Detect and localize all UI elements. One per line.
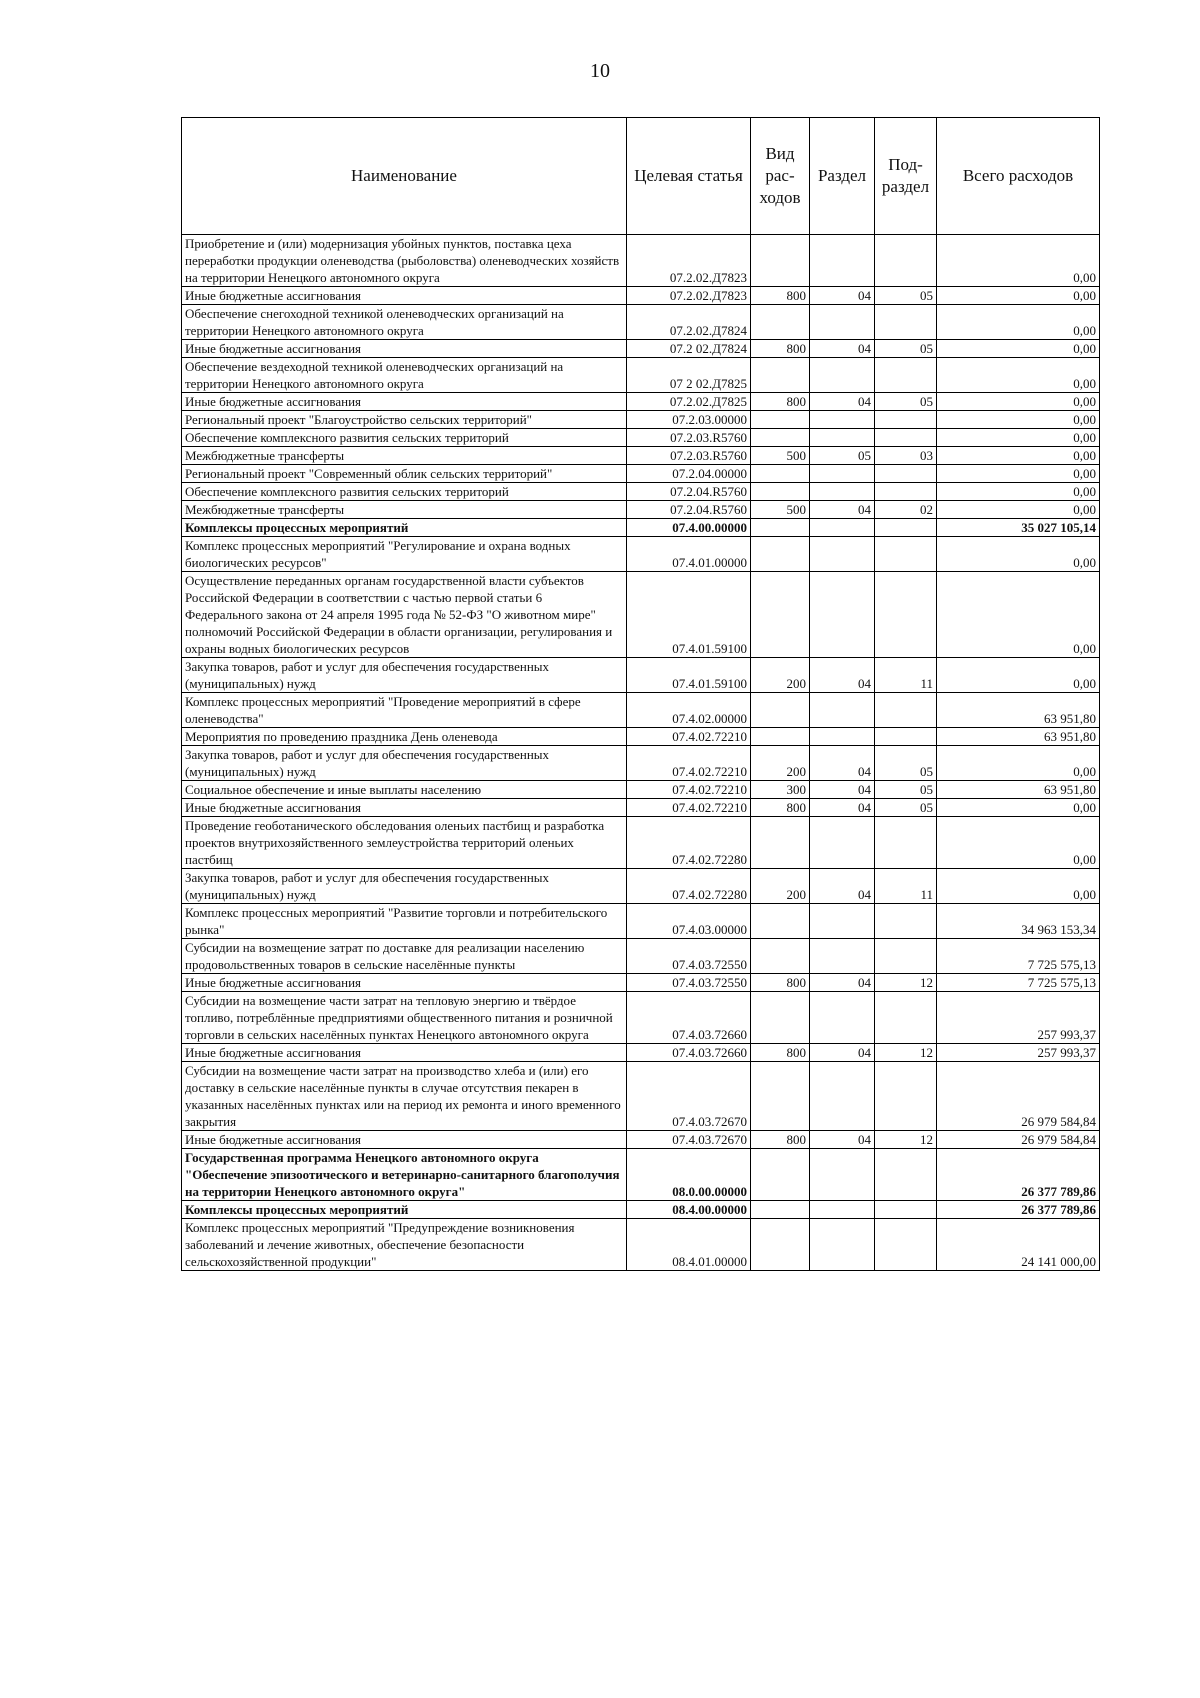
header-target-article: Целевая статья bbox=[627, 118, 751, 235]
table-row bbox=[182, 393, 1100, 411]
cell-subsection: 05 bbox=[875, 799, 937, 817]
cell-subsection bbox=[875, 1149, 937, 1201]
cell-total: 26 979 584,84 bbox=[937, 1131, 1100, 1149]
cell-expense-type: 200 bbox=[751, 746, 810, 781]
table-row bbox=[182, 728, 1100, 746]
cell-subsection bbox=[875, 358, 937, 393]
cell-name: Региональный проект "Благоустройство сельских территорий" bbox=[182, 411, 627, 429]
table-row bbox=[182, 483, 1100, 501]
cell-section: 04 bbox=[810, 340, 875, 358]
table-row bbox=[182, 287, 1100, 305]
cell-total: 0,00 bbox=[937, 572, 1100, 658]
cell-section bbox=[810, 537, 875, 572]
cell-subsection bbox=[875, 519, 937, 537]
cell-section bbox=[810, 411, 875, 429]
cell-total: 0,00 bbox=[937, 483, 1100, 501]
cell-target-article: 07.4.02.72210 bbox=[627, 781, 751, 799]
cell-name: Региональный проект "Современный облик сельских территорий" bbox=[182, 465, 627, 483]
cell-subsection bbox=[875, 235, 937, 287]
cell-name: Иные бюджетные ассигнования bbox=[182, 799, 627, 817]
cell-target-article: 07.4.03.72550 bbox=[627, 939, 751, 974]
cell-total: 0,00 bbox=[937, 340, 1100, 358]
cell-target-article: 07.4.03.72660 bbox=[627, 1044, 751, 1062]
cell-target-article: 07.4.03.72660 bbox=[627, 992, 751, 1044]
cell-subsection bbox=[875, 992, 937, 1044]
cell-section: 04 bbox=[810, 869, 875, 904]
cell-target-article: 08.4.00.00000 bbox=[627, 1201, 751, 1219]
cell-section: 04 bbox=[810, 658, 875, 693]
cell-expense-type bbox=[751, 429, 810, 447]
table-row bbox=[182, 340, 1100, 358]
cell-target-article: 07.2.02.Д7823 bbox=[627, 287, 751, 305]
cell-name: Осуществление переданных органам государственной власти субъектов Российской Федерации в соответствии с частью первой статьи 6 Федерального закона от 24 апреля 1995 года № 52-ФЗ "О животном мире" полномочий Российской Федерации в области организации, регулирования и охраны водных биологических ресурсов bbox=[182, 572, 627, 658]
cell-subsection bbox=[875, 305, 937, 340]
cell-target-article: 07.4.01.59100 bbox=[627, 572, 751, 658]
cell-expense-type bbox=[751, 358, 810, 393]
cell-subsection bbox=[875, 904, 937, 939]
header-name: Наименование bbox=[182, 118, 627, 235]
cell-total: 63 951,80 bbox=[937, 728, 1100, 746]
header-section: Раздел bbox=[810, 118, 875, 235]
cell-total: 0,00 bbox=[937, 658, 1100, 693]
cell-total: 0,00 bbox=[937, 501, 1100, 519]
table-row bbox=[182, 939, 1100, 974]
cell-expense-type bbox=[751, 1219, 810, 1271]
cell-subsection bbox=[875, 465, 937, 483]
cell-total: 0,00 bbox=[937, 358, 1100, 393]
cell-section bbox=[810, 358, 875, 393]
cell-target-article: 07.2.03.R5760 bbox=[627, 429, 751, 447]
cell-target-article: 07.2.04.R5760 bbox=[627, 501, 751, 519]
cell-subsection bbox=[875, 429, 937, 447]
cell-section bbox=[810, 904, 875, 939]
cell-target-article: 07.2.03.R5760 bbox=[627, 447, 751, 465]
cell-total: 0,00 bbox=[937, 799, 1100, 817]
cell-expense-type: 500 bbox=[751, 501, 810, 519]
cell-subsection bbox=[875, 1219, 937, 1271]
cell-section bbox=[810, 939, 875, 974]
cell-total: 0,00 bbox=[937, 411, 1100, 429]
header-total: Всего расходов bbox=[937, 118, 1100, 235]
cell-target-article: 08.4.01.00000 bbox=[627, 1219, 751, 1271]
cell-name: Субсидии на возмещение затрат по доставке для реализации населению продовольственных товаров в сельские населённые пункты bbox=[182, 939, 627, 974]
cell-section: 05 bbox=[810, 447, 875, 465]
cell-subsection bbox=[875, 817, 937, 869]
cell-subsection: 05 bbox=[875, 340, 937, 358]
cell-subsection bbox=[875, 537, 937, 572]
cell-total: 7 725 575,13 bbox=[937, 974, 1100, 992]
cell-section: 04 bbox=[810, 1131, 875, 1149]
cell-total: 0,00 bbox=[937, 235, 1100, 287]
cell-expense-type bbox=[751, 904, 810, 939]
cell-target-article: 07.4.02.72210 bbox=[627, 728, 751, 746]
cell-total: 0,00 bbox=[937, 537, 1100, 572]
table-row bbox=[182, 904, 1100, 939]
cell-total: 26 377 789,86 bbox=[937, 1201, 1100, 1219]
cell-expense-type bbox=[751, 519, 810, 537]
cell-total: 26 979 584,84 bbox=[937, 1062, 1100, 1131]
cell-expense-type bbox=[751, 465, 810, 483]
cell-target-article: 07.2 02.Д7824 bbox=[627, 340, 751, 358]
cell-expense-type bbox=[751, 411, 810, 429]
table-row bbox=[182, 693, 1100, 728]
cell-target-article: 07.4.03.00000 bbox=[627, 904, 751, 939]
cell-total: 26 377 789,86 bbox=[937, 1149, 1100, 1201]
cell-target-article: 07.4.02.72210 bbox=[627, 746, 751, 781]
cell-name: Субсидии на возмещение части затрат на производство хлеба и (или) его доставку в сельские населённые пункты в случае отсутствия пекарен в указанных населённых пунктах или на период их ремонта и иного временного закрытия bbox=[182, 1062, 627, 1131]
table-row bbox=[182, 429, 1100, 447]
table-row bbox=[182, 974, 1100, 992]
cell-section bbox=[810, 465, 875, 483]
cell-expense-type bbox=[751, 1062, 810, 1131]
cell-name: Межбюджетные трансферты bbox=[182, 447, 627, 465]
cell-name: Иные бюджетные ассигнования bbox=[182, 1131, 627, 1149]
cell-total: 7 725 575,13 bbox=[937, 939, 1100, 974]
table-row bbox=[182, 501, 1100, 519]
cell-name: Государственная программа Ненецкого автономного округа "Обеспечение эпизоотического и ветеринарно-санитарного благополучия на территории Ненецкого автономного округа" bbox=[182, 1149, 627, 1201]
cell-expense-type: 800 bbox=[751, 1044, 810, 1062]
cell-total: 0,00 bbox=[937, 447, 1100, 465]
cell-expense-type bbox=[751, 1149, 810, 1201]
cell-expense-type: 800 bbox=[751, 393, 810, 411]
cell-name: Иные бюджетные ассигнования bbox=[182, 340, 627, 358]
cell-target-article: 07.2.04.00000 bbox=[627, 465, 751, 483]
cell-target-article: 07 2 02.Д7825 bbox=[627, 358, 751, 393]
cell-target-article: 07.4.01.00000 bbox=[627, 537, 751, 572]
cell-section bbox=[810, 817, 875, 869]
cell-section bbox=[810, 1062, 875, 1131]
table-row bbox=[182, 572, 1100, 658]
cell-subsection: 03 bbox=[875, 447, 937, 465]
cell-expense-type bbox=[751, 939, 810, 974]
cell-target-article: 07.4.02.00000 bbox=[627, 693, 751, 728]
table-row bbox=[182, 519, 1100, 537]
cell-subsection: 02 bbox=[875, 501, 937, 519]
cell-name: Иные бюджетные ассигнования bbox=[182, 1044, 627, 1062]
cell-subsection: 05 bbox=[875, 287, 937, 305]
cell-section bbox=[810, 1219, 875, 1271]
cell-target-article: 07.2.02.Д7825 bbox=[627, 393, 751, 411]
cell-total: 34 963 153,34 bbox=[937, 904, 1100, 939]
cell-target-article: 07.4.00.00000 bbox=[627, 519, 751, 537]
table-row bbox=[182, 1044, 1100, 1062]
cell-expense-type: 200 bbox=[751, 658, 810, 693]
cell-name: Обеспечение комплексного развития сельских территорий bbox=[182, 429, 627, 447]
cell-section bbox=[810, 992, 875, 1044]
cell-section: 04 bbox=[810, 746, 875, 781]
cell-total: 0,00 bbox=[937, 817, 1100, 869]
cell-subsection bbox=[875, 411, 937, 429]
cell-section: 04 bbox=[810, 501, 875, 519]
cell-name: Проведение геоботанического обследования оленьих пастбищ и разработка проектов внутрихозяйственного землеустройства территорий оленьих пастбищ bbox=[182, 817, 627, 869]
cell-expense-type bbox=[751, 817, 810, 869]
cell-total: 63 951,80 bbox=[937, 693, 1100, 728]
cell-target-article: 07.2.03.00000 bbox=[627, 411, 751, 429]
cell-section bbox=[810, 1149, 875, 1201]
header-subsection: Под-раздел bbox=[875, 118, 937, 235]
header-expense-type: Вид рас-ходов bbox=[751, 118, 810, 235]
table-row bbox=[182, 358, 1100, 393]
cell-name: Межбюджетные трансферты bbox=[182, 501, 627, 519]
table-row bbox=[182, 1149, 1100, 1201]
cell-expense-type bbox=[751, 693, 810, 728]
cell-name: Иные бюджетные ассигнования bbox=[182, 287, 627, 305]
table-body bbox=[182, 235, 1100, 1271]
cell-section bbox=[810, 693, 875, 728]
table-row bbox=[182, 658, 1100, 693]
cell-expense-type bbox=[751, 235, 810, 287]
page-number: 10 bbox=[590, 60, 610, 82]
table-row bbox=[182, 746, 1100, 781]
cell-subsection bbox=[875, 572, 937, 658]
table-row bbox=[182, 781, 1100, 799]
cell-target-article: 07.2.02.Д7823 bbox=[627, 235, 751, 287]
cell-section bbox=[810, 519, 875, 537]
cell-total: 0,00 bbox=[937, 305, 1100, 340]
cell-name: Комплекс процессных мероприятий "Регулирование и охрана водных биологических ресурсов" bbox=[182, 537, 627, 572]
table-row bbox=[182, 817, 1100, 869]
cell-expense-type bbox=[751, 572, 810, 658]
cell-name: Социальное обеспечение и иные выплаты населению bbox=[182, 781, 627, 799]
cell-expense-type bbox=[751, 305, 810, 340]
table-row bbox=[182, 411, 1100, 429]
cell-expense-type: 800 bbox=[751, 799, 810, 817]
cell-section: 04 bbox=[810, 287, 875, 305]
cell-subsection bbox=[875, 1201, 937, 1219]
cell-subsection: 05 bbox=[875, 781, 937, 799]
table-row bbox=[182, 1219, 1100, 1271]
cell-name: Комплекс процессных мероприятий "Предупреждение возникновения заболеваний и лечение животных, обеспечение безопасности сельскохозяйственной продукции" bbox=[182, 1219, 627, 1271]
cell-expense-type bbox=[751, 1201, 810, 1219]
cell-total: 257 993,37 bbox=[937, 1044, 1100, 1062]
table-row bbox=[182, 1062, 1100, 1131]
cell-total: 0,00 bbox=[937, 869, 1100, 904]
cell-total: 0,00 bbox=[937, 746, 1100, 781]
cell-section bbox=[810, 1201, 875, 1219]
cell-subsection: 05 bbox=[875, 393, 937, 411]
cell-expense-type: 800 bbox=[751, 1131, 810, 1149]
table-row bbox=[182, 1201, 1100, 1219]
cell-target-article: 07.4.02.72210 bbox=[627, 799, 751, 817]
cell-subsection bbox=[875, 939, 937, 974]
cell-target-article: 07.4.02.72280 bbox=[627, 817, 751, 869]
cell-expense-type bbox=[751, 537, 810, 572]
cell-name: Приобретение и (или) модернизация убойных пунктов, поставка цеха переработки продукции оленеводства (рыболовства) оленеводческих хозяйств на территории Ненецкого автономного округа bbox=[182, 235, 627, 287]
cell-total: 35 027 105,14 bbox=[937, 519, 1100, 537]
cell-subsection: 12 bbox=[875, 1044, 937, 1062]
cell-total: 0,00 bbox=[937, 465, 1100, 483]
cell-target-article: 08.0.00.00000 bbox=[627, 1149, 751, 1201]
table-row bbox=[182, 447, 1100, 465]
table-row bbox=[182, 869, 1100, 904]
table-row bbox=[182, 992, 1100, 1044]
cell-section bbox=[810, 572, 875, 658]
cell-target-article: 07.4.03.72670 bbox=[627, 1131, 751, 1149]
cell-name: Субсидии на возмещение части затрат на тепловую энергию и твёрдое топливо, потреблённые предприятиями общественного питания и розничной торговли в сельских населённых пунктах Ненецкого автономного округа bbox=[182, 992, 627, 1044]
cell-expense-type: 500 bbox=[751, 447, 810, 465]
cell-section: 04 bbox=[810, 799, 875, 817]
cell-name: Закупка товаров, работ и услуг для обеспечения государственных (муниципальных) нужд bbox=[182, 869, 627, 904]
cell-name: Иные бюджетные ассигнования bbox=[182, 974, 627, 992]
cell-subsection bbox=[875, 693, 937, 728]
cell-section: 04 bbox=[810, 781, 875, 799]
table-row bbox=[182, 235, 1100, 287]
table-row bbox=[182, 305, 1100, 340]
cell-expense-type bbox=[751, 992, 810, 1044]
cell-target-article: 07.4.03.72550 bbox=[627, 974, 751, 992]
cell-target-article: 07.2.02.Д7824 bbox=[627, 305, 751, 340]
budget-table bbox=[181, 117, 1100, 1271]
cell-name: Иные бюджетные ассигнования bbox=[182, 393, 627, 411]
table-header-row bbox=[182, 118, 1100, 235]
cell-total: 257 993,37 bbox=[937, 992, 1100, 1044]
cell-total: 0,00 bbox=[937, 429, 1100, 447]
cell-subsection: 11 bbox=[875, 658, 937, 693]
cell-subsection bbox=[875, 728, 937, 746]
cell-expense-type bbox=[751, 728, 810, 746]
cell-section: 04 bbox=[810, 393, 875, 411]
cell-target-article: 07.4.03.72670 bbox=[627, 1062, 751, 1131]
cell-section bbox=[810, 305, 875, 340]
cell-name: Закупка товаров, работ и услуг для обеспечения государственных (муниципальных) нужд bbox=[182, 658, 627, 693]
cell-name: Закупка товаров, работ и услуг для обеспечения государственных (муниципальных) нужд bbox=[182, 746, 627, 781]
cell-expense-type: 300 bbox=[751, 781, 810, 799]
cell-name: Комплексы процессных мероприятий bbox=[182, 519, 627, 537]
cell-section: 04 bbox=[810, 974, 875, 992]
cell-target-article: 07.4.01.59100 bbox=[627, 658, 751, 693]
cell-section: 04 bbox=[810, 1044, 875, 1062]
cell-target-article: 07.4.02.72280 bbox=[627, 869, 751, 904]
cell-name: Комплекс процессных мероприятий "Проведение мероприятий в сфере оленеводства" bbox=[182, 693, 627, 728]
table-row bbox=[182, 465, 1100, 483]
cell-section bbox=[810, 728, 875, 746]
cell-expense-type bbox=[751, 483, 810, 501]
cell-total: 0,00 bbox=[937, 393, 1100, 411]
cell-subsection: 11 bbox=[875, 869, 937, 904]
cell-section bbox=[810, 429, 875, 447]
cell-name: Обеспечение вездеходной техникой оленеводческих организаций на территории Ненецкого автономного округа bbox=[182, 358, 627, 393]
cell-subsection: 05 bbox=[875, 746, 937, 781]
cell-subsection bbox=[875, 483, 937, 501]
cell-name: Комплекс процессных мероприятий "Развитие торговли и потребительского рынка" bbox=[182, 904, 627, 939]
cell-section bbox=[810, 235, 875, 287]
cell-expense-type: 800 bbox=[751, 340, 810, 358]
cell-name: Мероприятия по проведению праздника День оленевода bbox=[182, 728, 627, 746]
cell-expense-type: 800 bbox=[751, 974, 810, 992]
table-row bbox=[182, 799, 1100, 817]
cell-target-article: 07.2.04.R5760 bbox=[627, 483, 751, 501]
cell-subsection: 12 bbox=[875, 974, 937, 992]
table-row bbox=[182, 1131, 1100, 1149]
cell-total: 0,00 bbox=[937, 287, 1100, 305]
cell-total: 24 141 000,00 bbox=[937, 1219, 1100, 1271]
cell-name: Обеспечение снегоходной техникой оленеводческих организаций на территории Ненецкого автономного округа bbox=[182, 305, 627, 340]
cell-name: Обеспечение комплексного развития сельских территорий bbox=[182, 483, 627, 501]
cell-section bbox=[810, 483, 875, 501]
cell-expense-type: 200 bbox=[751, 869, 810, 904]
cell-subsection: 12 bbox=[875, 1131, 937, 1149]
cell-subsection bbox=[875, 1062, 937, 1131]
cell-expense-type: 800 bbox=[751, 287, 810, 305]
table-row bbox=[182, 537, 1100, 572]
cell-total: 63 951,80 bbox=[937, 781, 1100, 799]
cell-name: Комплексы процессных мероприятий bbox=[182, 1201, 627, 1219]
